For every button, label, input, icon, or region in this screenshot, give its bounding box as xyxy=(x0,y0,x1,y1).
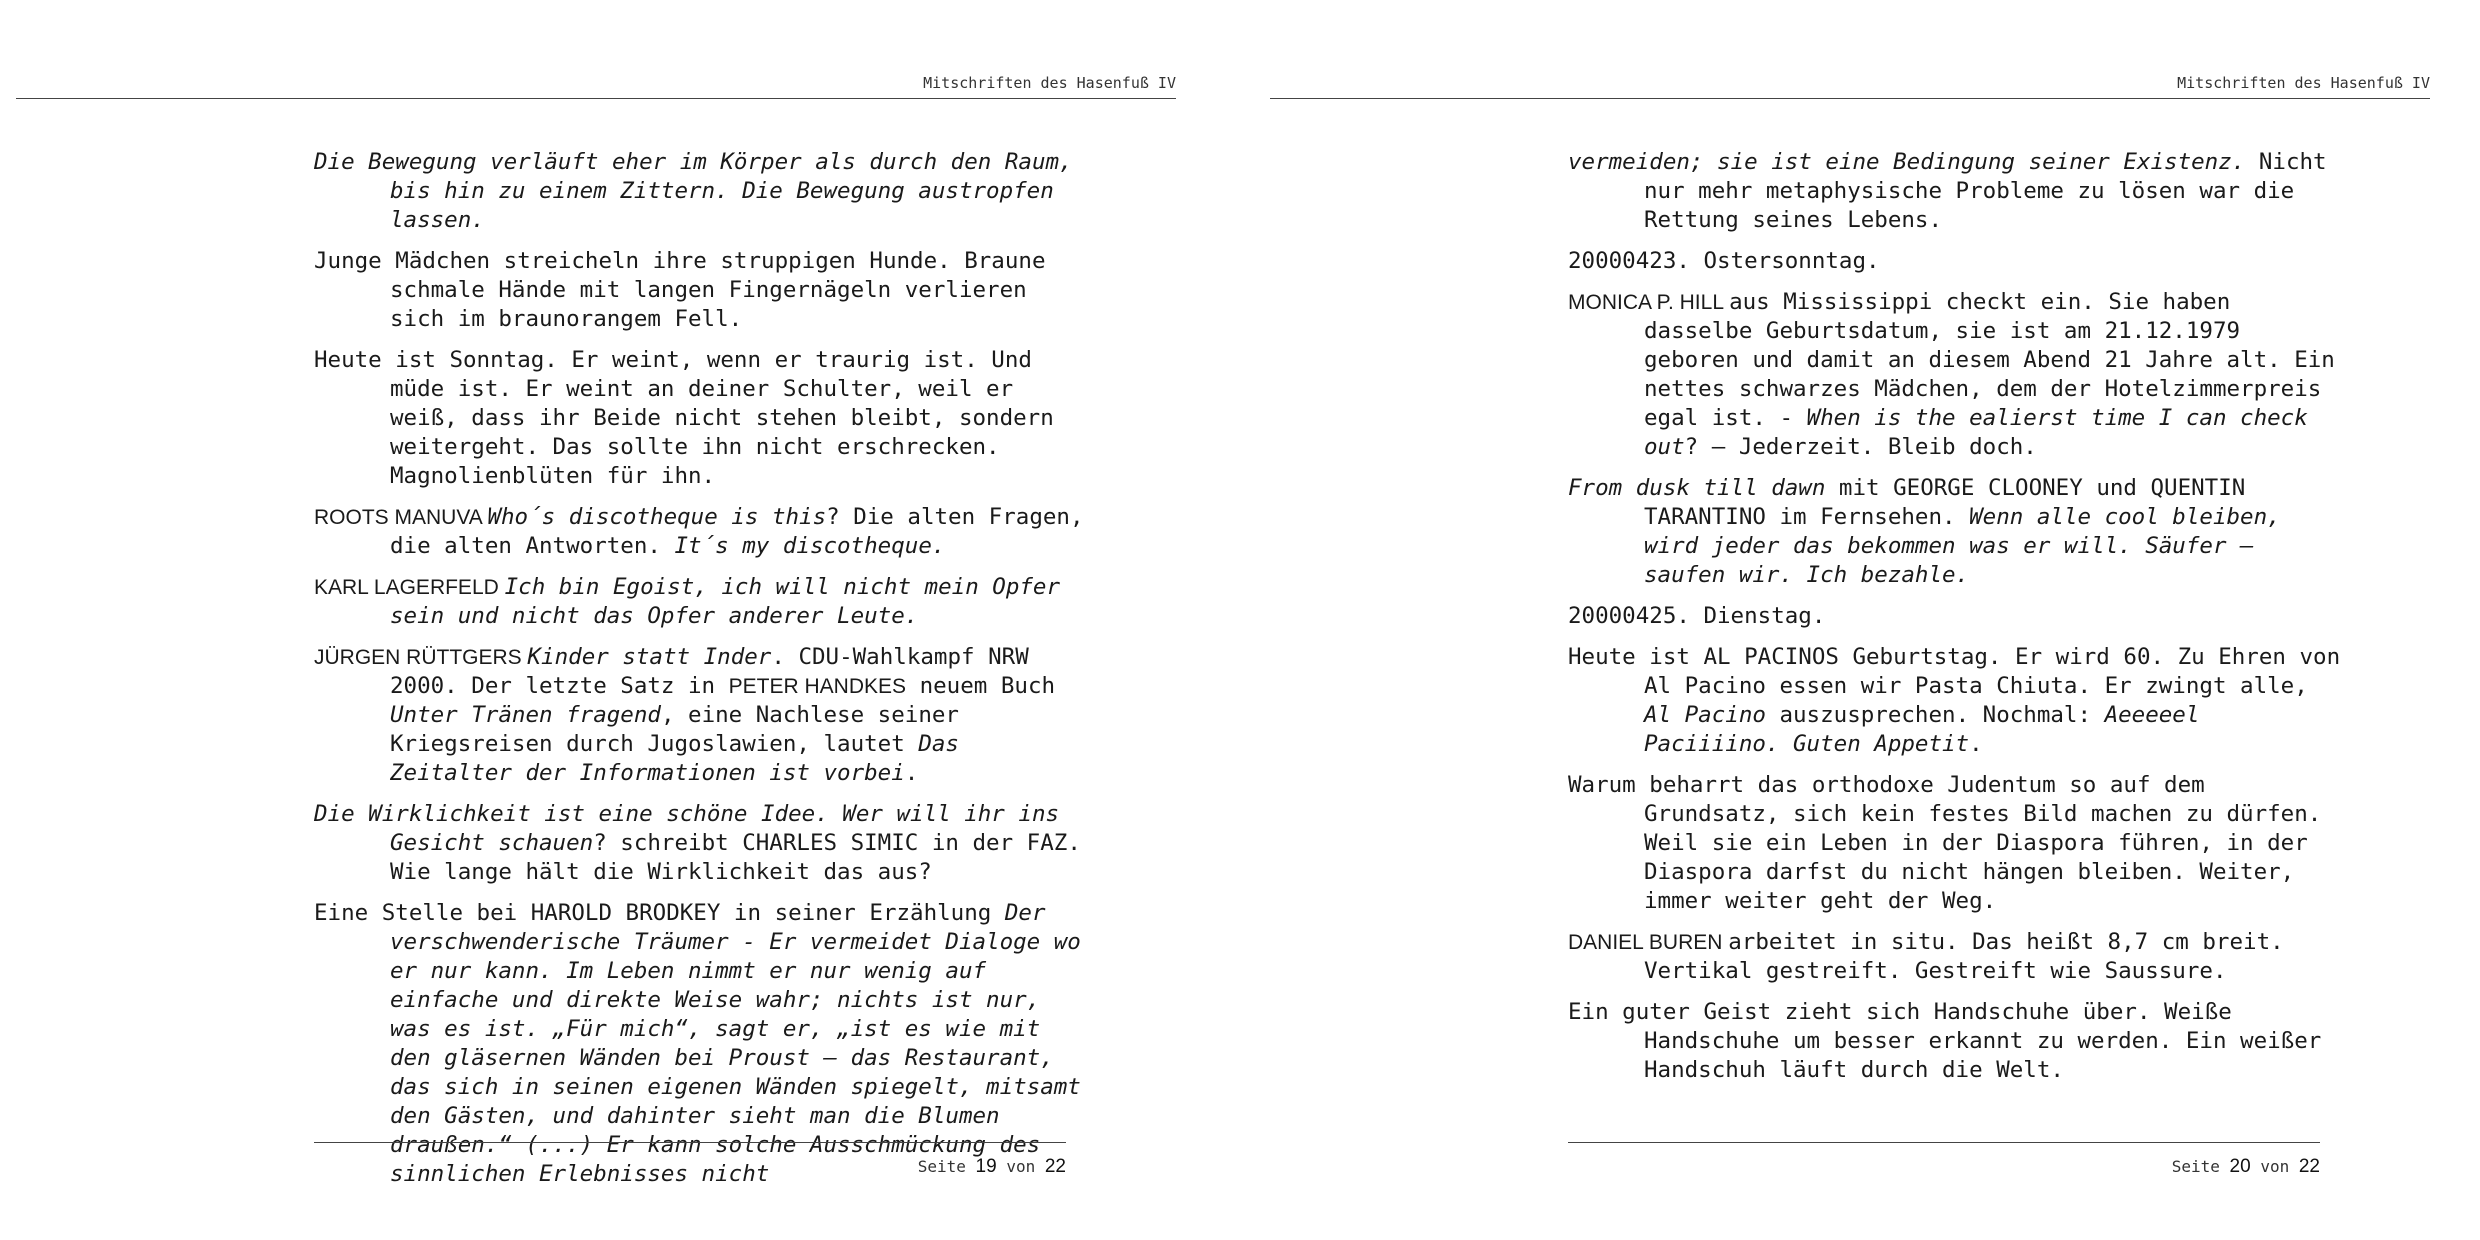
paragraph xyxy=(314,899,1094,1189)
paragraph xyxy=(314,643,1094,788)
text-run: ? – Jederzeit. Bleib doch. xyxy=(1684,434,2037,460)
page-left xyxy=(16,0,1176,1240)
paragraph xyxy=(1568,288,2348,462)
paragraph xyxy=(314,148,1094,235)
paragraph xyxy=(314,573,1094,631)
text-run: . xyxy=(904,760,919,786)
page-body xyxy=(1568,148,2354,1097)
text-run: Die Wirklichkeit ist eine schöne Idee. Wer will ihr ins Gesicht schauen xyxy=(314,801,1073,856)
text-run: Warum beharrt das orthodoxe Judentum so auf dem Grundsatz, sich kein festes Bild machen zu dürfen. Weil sie ein Leben in der Diaspora führen, in der Diaspora darfst du nicht hängen bleiben. Weiter, immer weiter geht der Weg. xyxy=(1568,772,2335,914)
text-run: vermeiden; sie ist eine Bedingung seiner Existenz. xyxy=(1568,149,2246,175)
header-rule xyxy=(16,98,1176,99)
paragraph xyxy=(314,247,1094,334)
footer-rule xyxy=(314,1142,1066,1143)
text-run: auszusprechen. Nochmal: xyxy=(1765,702,2105,728)
paragraph xyxy=(1568,998,2348,1085)
text-run: Ich bin Egoist, ich will nicht mein Opfer sein und nicht das Opfer anderer Leute. xyxy=(390,574,1074,629)
text-run: Al Pacino xyxy=(1644,702,1766,728)
text-run: , eine Nachlese seiner Kriegsreisen durch Jugoslawien, lautet xyxy=(390,702,973,757)
running-header: Mitschriften des Hasenfuß IV xyxy=(2177,74,2430,92)
text-run: ? schreibt CHARLES SIMIC in der FAZ. Wie lange hält die Wirklichkeit das aus? xyxy=(390,830,1095,885)
paragraph xyxy=(1568,602,2348,631)
text-run: 20000425. Dienstag. xyxy=(1568,603,1826,629)
text-run: Nicht nur mehr metaphysische Probleme zu lösen war die Rettung seines Lebens. xyxy=(1644,149,2341,233)
paragraph xyxy=(1568,643,2354,759)
text-run: MONICA P. HILL xyxy=(1568,291,1730,314)
header-rule xyxy=(1270,98,2430,99)
paragraph xyxy=(1568,771,2348,916)
text-run: It´s my discotheque. xyxy=(674,533,946,559)
page-number: 20 xyxy=(2229,1156,2251,1177)
footer-mid: von xyxy=(2260,1157,2290,1176)
text-run: ROOTS MANUVA xyxy=(314,506,488,529)
paragraph xyxy=(1568,247,2348,276)
page-body xyxy=(314,148,1098,1201)
footer-prefix: Seite xyxy=(917,1157,966,1176)
text-run: Unter Tränen fragend xyxy=(390,702,661,728)
text-run: ? Die alten Fragen, die alten Antworten. xyxy=(390,504,1098,559)
paragraph xyxy=(314,503,1098,561)
page-footer xyxy=(1568,1156,2320,1178)
text-run: Heute ist AL PACINOS Geburtstag. Er wird 60. Zu Ehren von Al Pacino essen wir Pasta Chiuta. Er zwingt alle, xyxy=(1568,644,2354,699)
footer-rule xyxy=(1568,1142,2320,1143)
text-run: PETER HANDKES xyxy=(728,675,907,698)
text-run: Who´s discotheque is this xyxy=(487,504,827,530)
text-run: 20000423. Ostersonntag. xyxy=(1568,248,1880,274)
page-total: 22 xyxy=(2298,1156,2320,1177)
text-run: Eine Stelle bei HAROLD BRODKEY in seiner Erzählung xyxy=(314,900,1005,926)
paragraph xyxy=(1568,148,2348,235)
text-run: KARL LAGERFELD xyxy=(314,576,505,599)
text-run: . xyxy=(1969,731,1983,757)
paragraph xyxy=(314,800,1094,887)
text-run: From dusk till dawn xyxy=(1568,475,1826,501)
text-run: neuem Buch xyxy=(906,673,1069,699)
text-run: Wenn alle cool bleiben, wird jeder das bekommen was er will. Säufer – saufen wir. Ich bezahle. xyxy=(1644,504,2295,588)
text-run: JÜRGEN RÜTTGERS xyxy=(314,646,528,669)
page-footer xyxy=(314,1156,1066,1178)
text-run: arbeitet in situ. Das heißt 8,7 cm breit. Vertikal gestreift. Gestreift wie Saussure. xyxy=(1644,929,2298,984)
text-run: Heute ist Sonntag. Er weint, wenn er traurig ist. Und müde ist. Er weint an deiner Schulter, weil er weiß, dass ihr Beide nicht stehen bleibt, sondern weitergeht. Das sollte ihn nicht erschrecken. Magnolienblüten für ihn. xyxy=(314,347,1068,489)
text-run: When is the ealierst time I can check out xyxy=(1644,405,2322,460)
text-run: DANIEL BUREN xyxy=(1568,931,1729,954)
page-number: 19 xyxy=(975,1156,997,1177)
text-run: Junge Mädchen streicheln ihre struppigen Hunde. Braune schmale Hände mit langen Fingernägeln verlieren sich im braunorangem Fell. xyxy=(314,248,1060,332)
page-right xyxy=(1270,0,2430,1240)
text-run: Die Bewegung verläuft eher im Körper als durch den Raum, bis hin zu einem Zittern. Die Bewegung austropfen lassen. xyxy=(314,149,1087,233)
running-header: Mitschriften des Hasenfuß IV xyxy=(923,74,1176,92)
text-run: mit GEORGE CLOONEY und QUENTIN TARANTINO im Fernsehen. xyxy=(1644,475,2259,530)
text-run: Ein guter Geist zieht sich Handschuhe über. Weiße Handschuhe um besser erkannt zu werden. Ein weißer Handschuh läuft durch die Welt. xyxy=(1568,999,2335,1083)
page-total: 22 xyxy=(1044,1156,1066,1177)
paragraph xyxy=(314,346,1094,491)
text-run: Aeeeeel Paciiiino. Guten Appetit xyxy=(1644,702,2213,757)
paragraph xyxy=(1568,928,2348,986)
footer-prefix: Seite xyxy=(2171,1157,2220,1176)
text-run: aus Mississippi checkt ein. Sie haben dasselbe Geburtsdatum, sie ist am 21.12.1979 geboren und damit an diesem Abend 21 Jahre alt. Ein nettes schwarzes Mädchen, dem der Hotelzimmerpreis egal ist. - xyxy=(1644,289,2349,431)
text-run: Das Zeitalter der Informationen ist vorbei xyxy=(390,731,973,786)
paragraph xyxy=(1568,474,2348,590)
text-run: Kinder statt Inder xyxy=(527,644,772,670)
text-run: . CDU-Wahlkampf NRW 2000. Der letzte Satz in xyxy=(390,644,1043,699)
text-run: Der verschwenderische Träumer - Er vermeidet Dialoge wo er nur kann. Im Leben nimmt er nur wenig auf einfache und direkte Weise wahr; nichts ist nur, was es ist. „Für mich“, sagt er, „ist es wie mit den gläsernen Wänden bei Proust – das Restaurant, das sich in seinen eigenen Wänden spiegelt, mitsamt den Gästen, und dahinter sieht man die Blumen draußen.“ (...) Er kann solche Ausschmückung des sinnlichen Erlebnisses nicht xyxy=(390,900,1095,1187)
footer-mid: von xyxy=(1006,1157,1036,1176)
